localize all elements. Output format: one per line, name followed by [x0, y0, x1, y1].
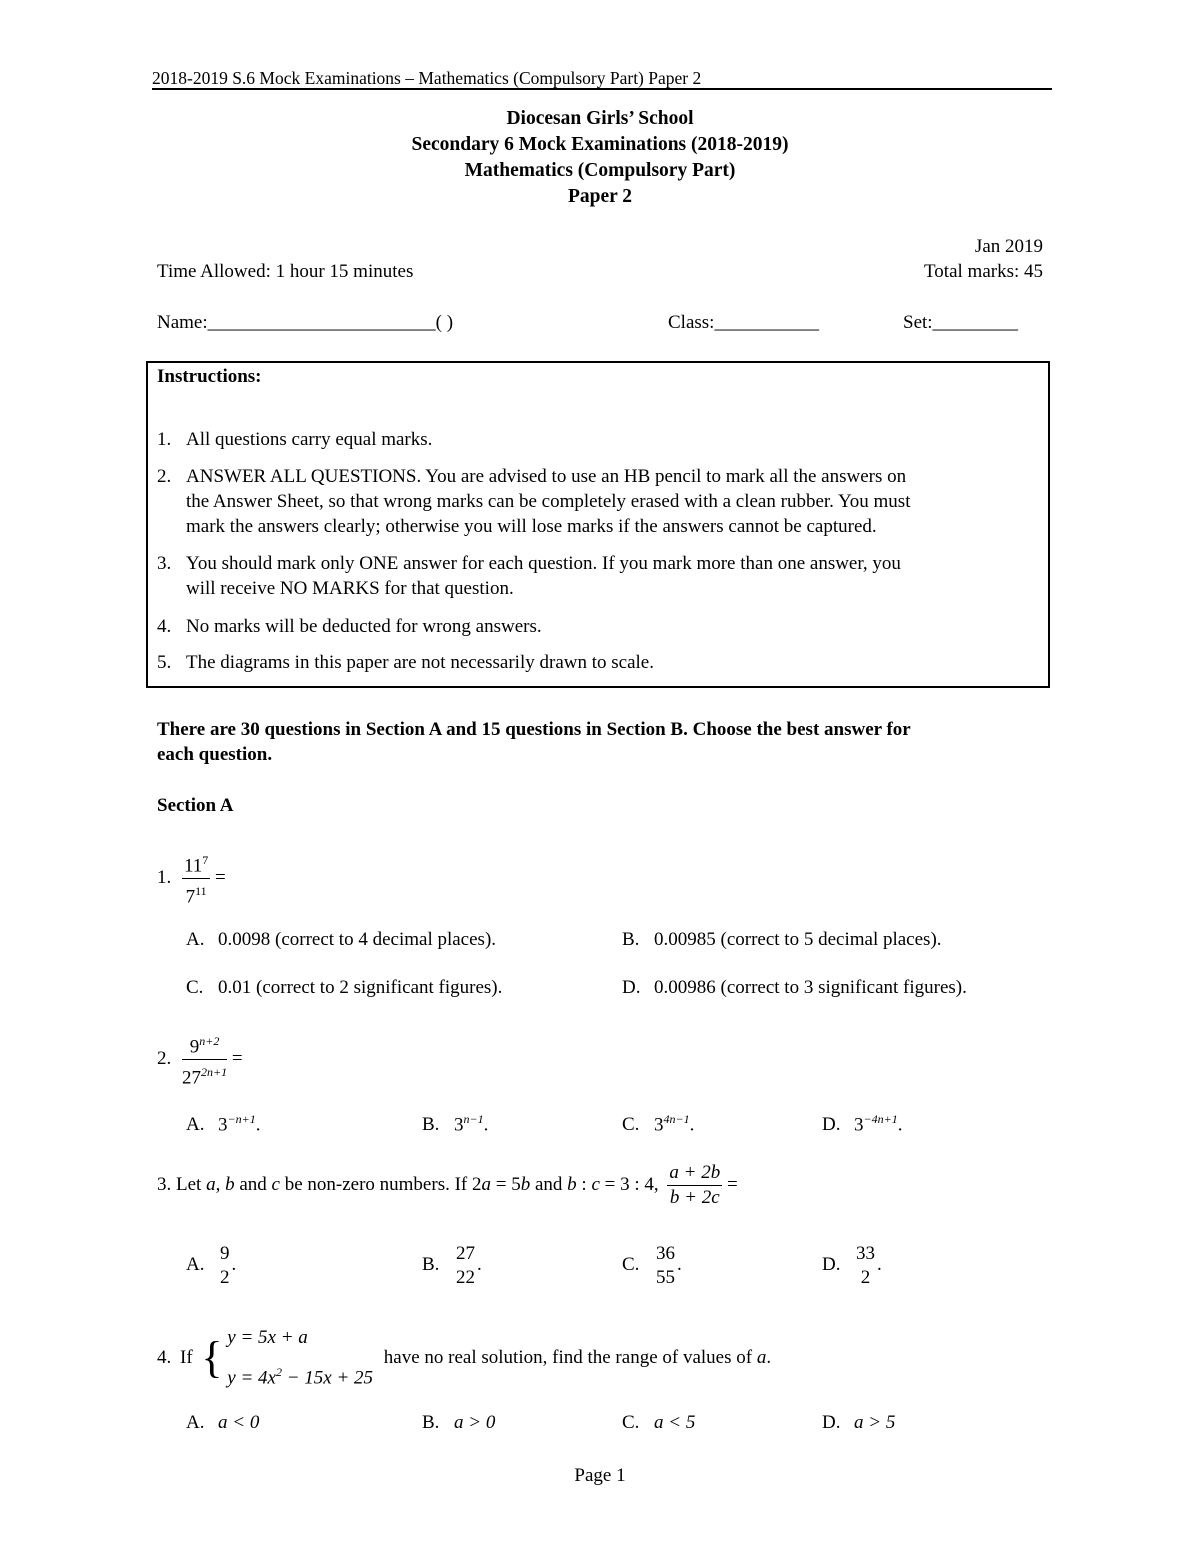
option-label: D. — [822, 1412, 841, 1433]
question-1 — [157, 849, 226, 909]
numerator-exponent: 7 — [202, 853, 209, 867]
question-text: Let — [176, 1174, 207, 1195]
fraction-numerator: 27 — [456, 1242, 475, 1264]
option-exponent: 4n−1 — [663, 1112, 690, 1126]
intro-line-1: There are 30 questions in Section A and 15 questions in Section B. Choose the best answer for — [157, 719, 911, 740]
instruction-line: ANSWER ALL QUESTIONS. You are advised to use an HB pencil to mark all the answers on — [186, 466, 907, 487]
option-end: . — [877, 1254, 882, 1275]
q4-option-c[interactable] — [622, 1412, 695, 1434]
option-label: D. — [822, 1114, 841, 1136]
instruction-number: 5. — [157, 652, 172, 673]
q3-option-b[interactable] — [422, 1242, 482, 1289]
option-label: C. — [622, 1412, 640, 1433]
question-text: = 5 — [491, 1174, 521, 1195]
option-exponent: −n+1 — [227, 1112, 256, 1126]
option-label: A. — [186, 929, 205, 950]
equation-exponent: 2 — [275, 1365, 282, 1379]
instruction-line: The diagrams in this paper are not necessarily drawn to scale. — [186, 652, 654, 673]
denominator-base: 7 — [185, 886, 196, 908]
exam-title: Secondary 6 Mock Examinations (2018-2019) — [411, 134, 789, 155]
paper-title: Paper 2 — [567, 186, 633, 207]
option-label: A. — [186, 1254, 205, 1275]
question-text: be non-zero numbers. If 2 — [279, 1174, 482, 1195]
option-end: . — [255, 1114, 261, 1136]
option-base: 3 — [454, 1114, 464, 1136]
header-rule — [152, 88, 1052, 90]
instruction-item-2 — [157, 464, 910, 539]
fraction — [182, 1030, 227, 1090]
equals-sign: = — [726, 1174, 738, 1195]
option-end: . — [483, 1114, 489, 1136]
q3-option-d[interactable] — [822, 1242, 882, 1289]
fraction-denominator: 2 — [220, 1266, 230, 1288]
instruction-number: 3. — [157, 553, 172, 574]
q1-option-b[interactable] — [622, 929, 942, 951]
variable-a: a — [206, 1174, 216, 1195]
question-number: 1. — [157, 867, 172, 889]
question-number: 2. — [157, 1048, 172, 1070]
fraction — [182, 849, 210, 909]
total-marks: Total marks: 45 — [924, 261, 1043, 282]
instructions-heading: Instructions: — [157, 366, 262, 387]
running-header: 2018-2019 S.6 Mock Examinations – Mathematics (Compulsory Part) Paper 2 — [152, 68, 702, 88]
class-field[interactable]: Class:___________ — [668, 312, 819, 333]
option-label: C. — [622, 1114, 640, 1136]
option-text: 0.01 (correct to 2 significant figures). — [218, 977, 503, 998]
q4-option-b[interactable] — [422, 1412, 495, 1434]
brace-icon: { — [201, 1332, 223, 1382]
equation-top: y = 5x + a — [227, 1327, 308, 1348]
variable-b: b — [567, 1174, 577, 1195]
equals-sign: = — [231, 1048, 243, 1070]
set-field[interactable]: Set:_________ — [903, 312, 1019, 333]
instruction-item-1 — [157, 427, 432, 452]
equation-bottom: − 15x + 25 — [281, 1367, 374, 1389]
equals-sign: = — [215, 867, 226, 889]
question-text: : — [576, 1174, 592, 1195]
q3-option-a[interactable] — [186, 1242, 236, 1289]
fraction — [454, 1243, 477, 1289]
question-4 — [157, 1320, 771, 1395]
q2-option-a[interactable] — [186, 1112, 260, 1136]
option-label: D. — [822, 1254, 841, 1275]
question-text: = 3 : 4, — [599, 1174, 659, 1195]
question-text: , — [215, 1174, 226, 1195]
option-label: C. — [186, 977, 204, 998]
denominator-base: 27 — [182, 1067, 201, 1089]
numerator-exponent: n+2 — [199, 1034, 220, 1048]
fraction-numerator: 36 — [656, 1242, 675, 1264]
option-end: . — [231, 1254, 237, 1275]
option-label: A. — [186, 1412, 205, 1433]
instruction-line: the Answer Sheet, so that wrong marks can be completely erased with a clean rubber. You must — [186, 491, 911, 512]
option-base: 3 — [654, 1114, 664, 1136]
option-end: . — [677, 1254, 682, 1275]
option-text: a > 0 — [454, 1412, 496, 1433]
option-base: 3 — [854, 1114, 864, 1136]
time-allowed: Time Allowed: 1 hour 15 minutes — [157, 261, 414, 282]
school-title: Diocesan Girls’ School — [506, 108, 694, 129]
option-text: a < 5 — [654, 1412, 696, 1433]
name-field[interactable]: Name:________________________( ) — [157, 312, 454, 333]
fraction — [654, 1243, 677, 1289]
equation-system — [227, 1320, 373, 1395]
exam-date: Jan 2019 — [974, 236, 1043, 257]
question-number: 4. — [157, 1346, 172, 1368]
q1-option-d[interactable] — [622, 977, 967, 999]
option-end: . — [689, 1114, 695, 1136]
q2-option-c[interactable] — [622, 1112, 694, 1136]
instruction-line: mark the answers clearly; otherwise you will lose marks if the answers cannot be captured. — [186, 516, 877, 537]
section-a-heading: Section A — [157, 795, 234, 816]
instruction-item-3 — [157, 551, 901, 601]
option-label: B. — [422, 1254, 440, 1275]
question-text: and — [234, 1174, 272, 1195]
variable-b: b — [520, 1174, 531, 1195]
option-label: B. — [622, 929, 640, 950]
option-end: . — [477, 1254, 482, 1275]
option-text: a > 5 — [854, 1412, 896, 1433]
question-text: and — [530, 1174, 568, 1195]
option-label: B. — [422, 1412, 440, 1433]
variable-c: c — [271, 1174, 280, 1195]
question-end: . — [766, 1346, 772, 1368]
question-text: have no real solution, find the range of values of — [383, 1346, 753, 1368]
question-number: 3. — [157, 1174, 172, 1195]
question-2 — [157, 1030, 243, 1090]
instruction-number: 4. — [157, 616, 172, 637]
q4-option-d[interactable] — [822, 1412, 895, 1434]
instruction-line: You should mark only ONE answer for each question. If you mark more than one answer, you — [186, 553, 901, 574]
variable-a: a — [756, 1346, 767, 1368]
q1-option-a[interactable] — [186, 929, 496, 951]
option-end: . — [897, 1114, 903, 1136]
instruction-number: 1. — [157, 429, 172, 450]
fraction-numerator: 33 — [856, 1242, 875, 1264]
equation-bottom: y = 4x — [227, 1367, 276, 1389]
q4-option-a[interactable] — [186, 1412, 259, 1434]
option-label: C. — [622, 1254, 640, 1275]
option-label: A. — [186, 1114, 205, 1136]
fraction — [854, 1243, 877, 1289]
fraction-numerator: 9 — [220, 1242, 230, 1264]
variable-a: a — [481, 1174, 491, 1195]
fraction-denominator: 55 — [656, 1266, 675, 1288]
instruction-line: All questions carry equal marks. — [186, 429, 433, 450]
fraction — [218, 1243, 232, 1289]
fraction-denominator: b + 2c — [669, 1187, 720, 1209]
instruction-item-5 — [157, 650, 654, 675]
variable-b: b — [225, 1174, 235, 1195]
option-text: 0.00985 (correct to 5 decimal places). — [654, 929, 942, 950]
denominator-exponent: 2n+1 — [201, 1065, 228, 1080]
option-text: 0.0098 (correct to 4 decimal places). — [218, 929, 497, 950]
option-text: 0.00986 (correct to 3 significant figures). — [654, 977, 967, 998]
instruction-number: 2. — [157, 466, 172, 487]
option-base: 3 — [218, 1114, 228, 1136]
numerator-base: 11 — [184, 855, 203, 877]
q2-option-b[interactable] — [422, 1112, 488, 1136]
subject-title: Mathematics (Compulsory Part) — [464, 160, 736, 181]
intro-line-2: each question. — [157, 744, 273, 765]
q1-option-c[interactable] — [186, 977, 502, 999]
fraction — [667, 1162, 722, 1209]
option-exponent: n−1 — [463, 1112, 484, 1126]
if-word: If — [180, 1346, 193, 1368]
option-label: D. — [622, 977, 641, 998]
page-number: Page 1 — [574, 1465, 626, 1486]
instruction-item-4 — [157, 614, 542, 639]
q3-option-c[interactable] — [622, 1242, 682, 1289]
option-label: B. — [422, 1114, 440, 1136]
instruction-line: will receive NO MARKS for that question. — [186, 578, 514, 599]
option-exponent: −4n+1 — [863, 1112, 898, 1126]
variable-c: c — [591, 1174, 600, 1195]
question-3 — [157, 1162, 738, 1209]
fraction-numerator: a + 2b — [667, 1162, 722, 1186]
denominator-exponent: 11 — [195, 884, 207, 899]
instruction-line: No marks will be deducted for wrong answers. — [186, 616, 542, 637]
fraction-denominator: 22 — [456, 1266, 475, 1288]
option-text: a < 0 — [218, 1412, 260, 1433]
fraction-denominator: 2 — [860, 1266, 871, 1288]
q2-option-d[interactable] — [822, 1112, 902, 1136]
numerator-base: 9 — [189, 1036, 200, 1058]
